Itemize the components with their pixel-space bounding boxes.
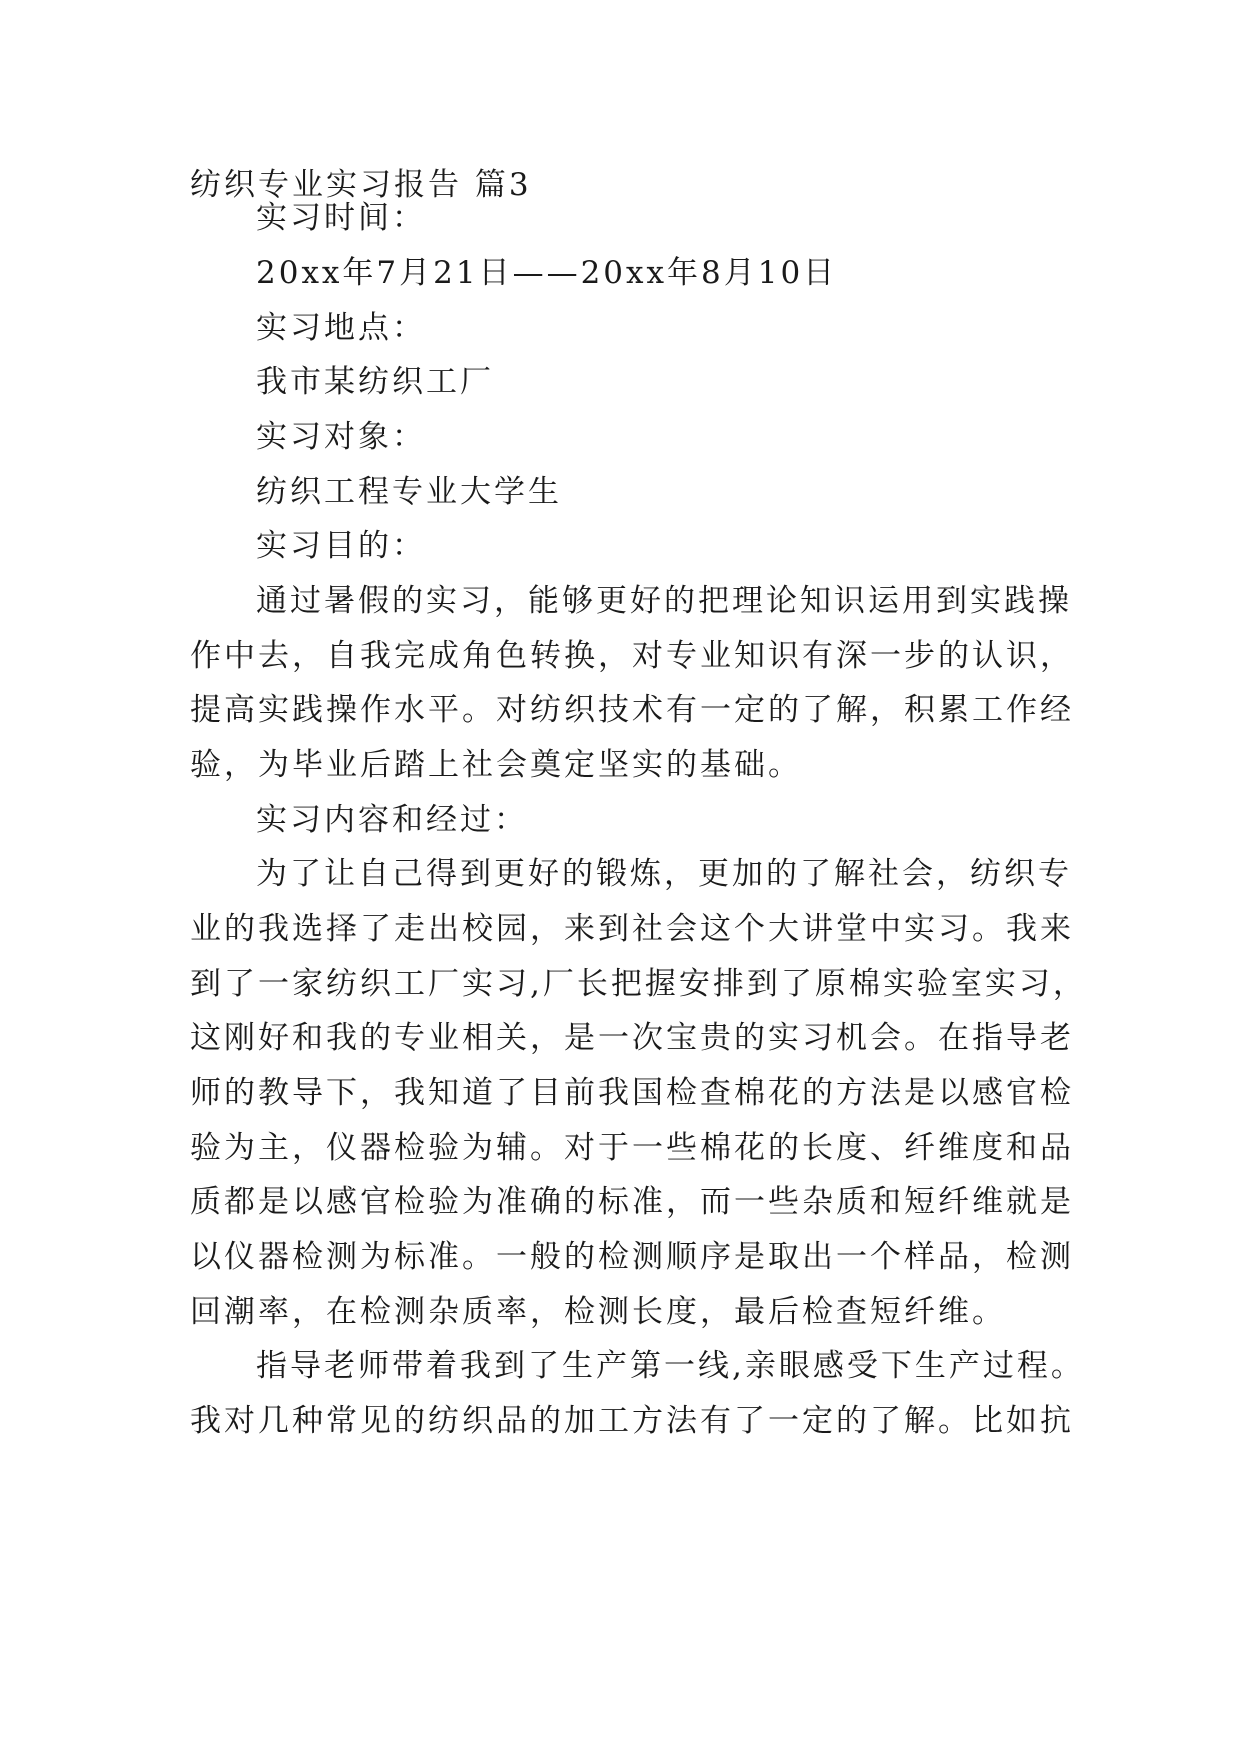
paragraph-line: 验，为毕业后踏上社会奠定坚实的基础。 [190,747,802,783]
paragraph-line: 这刚好和我的专业相关，是一次宝贵的实习机会。在指导老 [190,1020,1074,1056]
document-title: 纺织专业实习报告 篇3 [190,167,532,203]
label-internship-time: 实习时间： [256,200,426,236]
paragraph-line: 通过暑假的实习，能够更好的把理论知识运用到实践操 [256,583,1072,619]
internship-target: 纺织工程专业大学生 [256,474,562,510]
paragraph-line: 业的我选择了走出校园，来到社会这个大讲堂中实习。我来 [190,911,1074,947]
paragraph-line: 师的教导下，我知道了目前我国检查棉花的方法是以感官检 [190,1075,1074,1111]
paragraph-line: 质都是以感官检验为准确的标准，而一些杂质和短纤维就是 [190,1184,1074,1220]
paragraph-line: 以仪器检测为标准。一般的检测顺序是取出一个样品，检测 [190,1239,1074,1275]
label-internship-content: 实习内容和经过： [256,802,528,838]
paragraph-line: 作中去，自我完成角色转换，对专业知识有深一步的认识， [190,638,1074,674]
internship-location: 我市某纺织工厂 [256,364,494,400]
paragraph-line: 到了一家纺织工厂实习,厂长把握安排到了原棉实验室实习， [190,966,1087,1002]
paragraph-line: 回潮率，在检测杂质率，检测长度，最后检查短纤维。 [190,1294,1006,1330]
paragraph-line: 指导老师带着我到了生产第一线,亲眼感受下生产过程。 [256,1348,1085,1384]
internship-dates: 20xx年7月21日——20xx年8月10日 [256,255,838,291]
label-internship-location: 实习地点： [256,310,426,346]
paragraph-line: 验为主，仪器检验为辅。对于一些棉花的长度、纤维度和品 [190,1130,1074,1166]
paragraph-line: 为了让自己得到更好的锻炼，更加的了解社会，纺织专 [256,856,1072,892]
paragraph-line: 我对几种常见的纺织品的加工方法有了一定的了解。比如抗 [190,1403,1074,1439]
paragraph-line: 提高实践操作水平。对纺织技术有一定的了解，积累工作经 [190,692,1074,728]
label-internship-target: 实习对象： [256,419,426,455]
label-internship-purpose: 实习目的： [256,528,426,564]
